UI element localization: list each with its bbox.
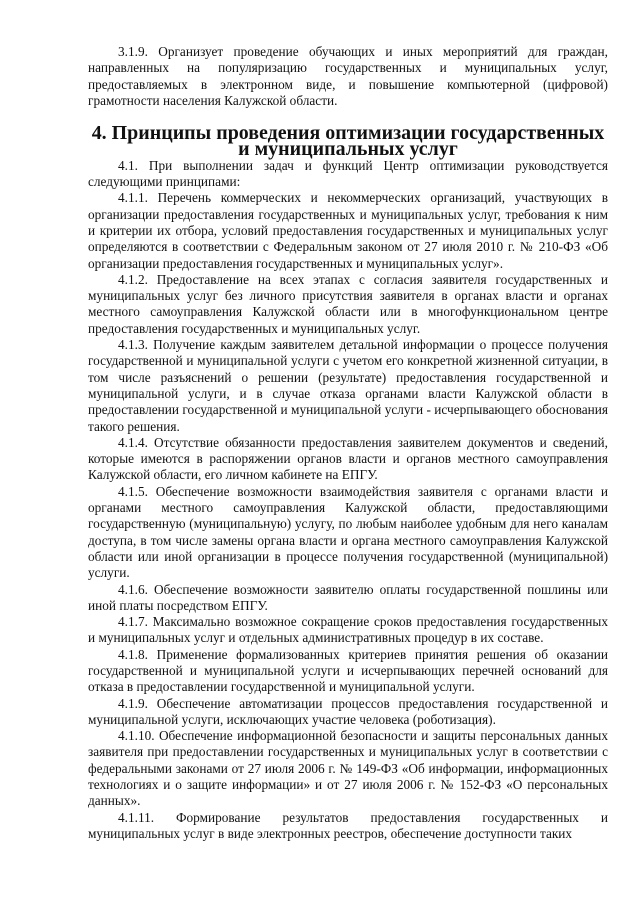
document-page (88, 44, 608, 842)
paragraph-4-1-7: 4.1.7. Максимально возможное сокращение сроков предоставления государственных и муниципальных услуг и отдельных административных процедур в их составе. (88, 614, 608, 646)
paragraph-4-1-3: 4.1.3. Получение каждым заявителем детальной информации о процессе получения государственной и муниципальной услуги с учетом его конкретной жизненной ситуации, в том числе разъяснений о решении (результате) предоставления государственной и муниципальной услуги, и в случае отказа органами власти Калужской области в предоставлении государственной и муниципальной услуги - исчерпывающего обоснования такого решения. (88, 337, 608, 434)
paragraph-4-1-5: 4.1.5. Обеспечение возможности взаимодействия заявителя с органами власти и органами местного самоуправления Калужской области, предоставляющими государственную (муниципальную) услугу, по любым наиболее удобным для него каналам доступа, в том числе замены органа власти и органа местного самоуправления Калужской области или иной организации в процессе получения государственной (муниципальной) услуги. (88, 483, 608, 581)
section-heading (88, 122, 608, 161)
section-heading-line-1: 4. Принципы проведения оптимизации государственных (91, 122, 605, 145)
paragraph-4-1-8: 4.1.8. Применение формализованных критериев принятия решения об оказании государственной и муниципальной услуги и исчерпывающих перечней оснований для отказа в предоставлении государственной и муниципальной услуги. (88, 646, 608, 695)
paragraph-4-1-11: 4.1.11. Формирование результатов предоставления государственных и муниципальных услуг в виде электронных реестров, обеспечение доступности таких (88, 809, 608, 841)
section-heading-line-2: и муниципальных услуг (238, 138, 458, 161)
paragraph-4-1-9: 4.1.9. Обеспечение автоматизации процессов предоставления государственной и муниципальной услуги, исключающих участие человека (роботизация). (88, 695, 608, 727)
paragraph-4-1-10: 4.1.10. Обеспечение информационной безопасности и защиты персональных данных заявителя при предоставлении государственных и муниципальных услуг в соответствии с федеральными законами от 27 июля 2006 г. № 149-ФЗ «Об информации, информационных технологиях и о защите информации» и от 27 июля 2006 г. № 152-ФЗ «О персональных данных». (88, 728, 608, 809)
paragraph-3-1-9: 3.1.9. Организует проведение обучающих и иных мероприятий для граждан, направленных на популяризацию государственных и муниципальных услуг, предоставляемых в электронном виде, и повышение компьютерной (цифровой) грамотности населения Калужской области. (88, 44, 608, 108)
paragraph-4-1-1: 4.1.1. Перечень коммерческих и некоммерческих организаций, участвующих в организации предоставления государственных и муниципальных услуг, требования к ним и критерии их отбора, условий предоставления государственных и муниципальных услуг определяются в соответствии с Федеральным законом от 27 июля 2010 г. № 210-ФЗ «Об организации предоставления государственных и муниципальных услуг». (88, 190, 608, 271)
paragraph-4-1: 4.1. При выполнении задач и функций Центр оптимизации руководствуется следующими принципами: (88, 157, 608, 190)
paragraph-4-1-4: 4.1.4. Отсутствие обязанности предоставления заявителем документов и сведений, которые имеются в распоряжении органов власти и органов местного самоуправления Калужской области, его личном кабинете на ЕПГУ. (88, 434, 608, 483)
paragraph-4-1-6: 4.1.6. Обеспечение возможности заявителю оплаты государственной пошлины или иной платы посредством ЕПГУ. (88, 581, 608, 613)
paragraph-4-1-2: 4.1.2. Предоставление на всех этапах с согласия заявителя государственных и муниципальных услуг без личного присутствия заявителя в органах власти и органах местного самоуправления Калужской области или в многофункциональном центре предоставления государственных и муниципальных услуг. (88, 271, 608, 336)
